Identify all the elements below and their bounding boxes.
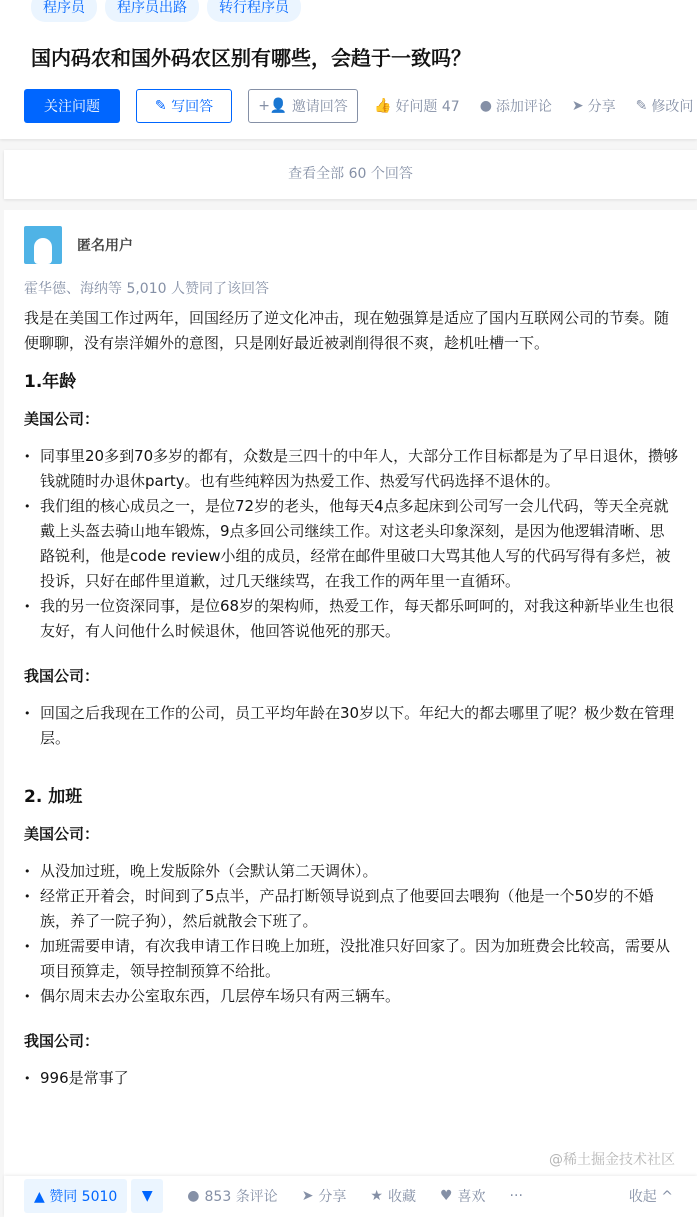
list-item: • 加班需要申请，有次我申请工作日晚上加班，没批准只好回家了。因为加班费会比较高，需要从项目预算走，领导控制预算不给批。 xyxy=(24,934,679,984)
like-button[interactable] xyxy=(440,1176,486,1216)
comments-label: 853 条评论 xyxy=(204,1189,278,1205)
collect-label: 收藏 xyxy=(387,1189,416,1205)
question-title: 国内码农和国外码农区别有哪些，会趋于一致吗？ xyxy=(31,46,471,70)
share-button[interactable] xyxy=(572,96,616,116)
subsection-label: 美国公司： xyxy=(24,825,100,843)
answer-content xyxy=(24,306,679,1091)
list-item: • 同事里20多到70多岁的都有，众数是三四十的中年人，大部分工作目标都是为了早日退休，攒够钱就随时办退休party。也有些纯粹因为热爱工作、热爱写代码选择不退休的。 xyxy=(24,444,679,494)
edit-question-button[interactable] xyxy=(636,96,694,116)
list-item: • 996是常事了 xyxy=(24,1066,679,1091)
comment-icon: ● xyxy=(187,1188,200,1204)
share-icon: ➤ xyxy=(301,1188,314,1204)
question-header xyxy=(0,0,697,139)
write-answer-button[interactable] xyxy=(136,89,232,123)
invite-label: 邀请回答 xyxy=(291,99,348,115)
comments-button[interactable] xyxy=(187,1176,277,1216)
add-user-icon: +👤 xyxy=(258,98,292,114)
view-all-answers-link[interactable]: 查看全部 60 个回答 xyxy=(4,150,697,199)
list-item: • 我的另一位资深同事，是位68岁的架构师，热爱工作，每天都乐呵呵的，对我这种新毕业生也很友好，有人问他什么时候退休，他回答说他死的那天。 xyxy=(24,594,679,644)
good-question-label: 好问题 47 xyxy=(395,99,460,115)
share-label: 分享 xyxy=(318,1189,347,1205)
thumbs-up-icon: 👍 xyxy=(374,98,392,114)
list-item: • 从没加过班，晚上发版除外（会默认第二天调休）。 xyxy=(24,859,679,884)
downvote-button[interactable]: ▼ xyxy=(131,1179,163,1213)
bullet-list xyxy=(24,1066,679,1091)
avatar[interactable] xyxy=(24,226,62,264)
topic-tag[interactable]: 转行程序员 xyxy=(207,0,301,22)
follow-question-button[interactable]: 关注问题 xyxy=(24,89,120,123)
topic-tags xyxy=(31,0,301,22)
good-question-button[interactable] xyxy=(374,96,460,116)
subsection-label: 美国公司： xyxy=(24,410,100,428)
collect-button[interactable] xyxy=(370,1176,416,1216)
question-actions xyxy=(24,89,697,123)
edit-label: 修改问 xyxy=(651,99,694,115)
add-comment-button[interactable] xyxy=(480,96,552,116)
list-item: • 回国之后我现在工作的公司，员工平均年龄在30岁以下。年纪大的都去哪里了呢？极少数在管理层。 xyxy=(24,701,679,751)
list-item: • 经常正开着会，时间到了5点半，产品打断领导说到点了他要回去喂狗（他是一个50岁的不婚族，养了一院子狗），然后就散会下班了。 xyxy=(24,884,679,934)
subsection-label: 我国公司： xyxy=(24,1032,100,1050)
more-button[interactable]: ··· xyxy=(509,1188,523,1204)
subsection-label: 我国公司： xyxy=(24,667,100,685)
bullet-list xyxy=(24,701,679,751)
like-label: 喜欢 xyxy=(457,1189,486,1205)
share-button[interactable] xyxy=(302,1176,347,1216)
topic-tag[interactable]: 程序员 xyxy=(31,0,97,22)
collapse-button[interactable]: 收起 ^ xyxy=(628,1189,673,1205)
write-answer-label: 写回答 xyxy=(171,99,214,115)
bullet-list xyxy=(24,859,679,1009)
list-item: • 我们组的核心成员之一，是位72岁的老头，他每天4点多起床到公司写一会儿代码，等天全亮就戴上头盔去骑山地车锻炼，9点多回公司继续工作。对这老头印象深刻，是因为他逻辑清晰、思路锐利，他是code review小组的成员，经常在邮件里破口大骂其他人写的代码写得有多烂，被投诉，只好在邮件里道歉，过几天继续骂，在我工作的两年里一直循环。 xyxy=(24,494,679,594)
comment-icon: ● xyxy=(479,98,492,114)
bullet-list xyxy=(24,444,679,644)
author-name[interactable]: 匿名用户 xyxy=(77,238,133,254)
share-icon: ➤ xyxy=(571,98,584,114)
upvote-button[interactable]: ▲ 赞同 5010 xyxy=(24,1179,127,1213)
topic-tag[interactable]: 程序员出路 xyxy=(105,0,199,22)
voters-summary: 霍华德、海纳等 5,010 人赞同了该回答 xyxy=(24,281,269,297)
comment-label: 添加评论 xyxy=(495,99,552,115)
list-item: • 偶尔周末去办公室取东西，几层停车场只有两三辆车。 xyxy=(24,984,679,1009)
heart-icon: ♥ xyxy=(439,1188,453,1204)
answer-card xyxy=(4,210,697,1217)
watermark: @稀土掘金技术社区 xyxy=(549,1152,675,1168)
section-heading: 1.年龄 xyxy=(24,372,77,392)
answer-action-bar xyxy=(4,1176,697,1217)
author-info xyxy=(24,226,677,264)
pencil-icon: ✎ xyxy=(635,98,648,114)
invite-answer-button[interactable] xyxy=(248,89,358,123)
pencil-icon: ✎ xyxy=(154,98,172,114)
intro-paragraph: 我是在美国工作过两年，回国经历了逆文化冲击，现在勉强算是适应了国内互联网公司的节奏。随便聊聊，没有崇洋媚外的意图，只是刚好最近被剥削得很不爽，趁机吐槽一下。 xyxy=(24,309,670,352)
section-heading: 2. 加班 xyxy=(24,787,83,807)
share-label: 分享 xyxy=(587,99,616,115)
star-icon: ★ xyxy=(370,1188,383,1204)
